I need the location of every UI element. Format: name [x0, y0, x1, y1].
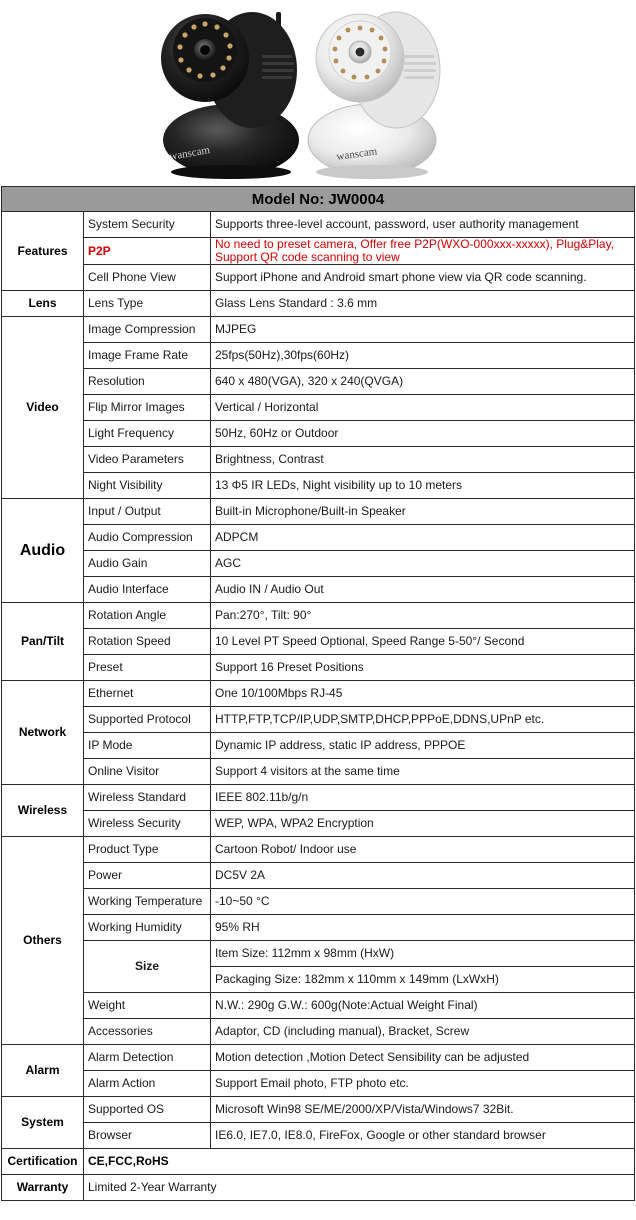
category-pan-tilt: Pan/Tilt	[2, 603, 84, 681]
spec-label-alarm-detection: Alarm Detection	[84, 1045, 211, 1071]
spec-label-supported-os: Supported OS	[84, 1097, 211, 1123]
spec-value-wireless-security: WEP, WPA, WPA2 Encryption	[211, 811, 635, 837]
spec-value-supported-protocol: HTTP,FTP,TCP/IP,UDP,SMTP,DHCP,PPPoE,DDNS,UPnP etc.	[211, 707, 635, 733]
spec-value-input-output: Built-in Microphone/Built-in Speaker	[211, 499, 635, 525]
category-certification-value: CE,FCC,RoHS	[84, 1149, 635, 1175]
spec-row	[2, 1045, 635, 1071]
spec-value-light-frequency: 50Hz, 60Hz or Outdoor	[211, 421, 635, 447]
category-warranty-value: Limited 2-Year Warranty	[84, 1175, 635, 1201]
spec-label-p2p: P2P	[84, 238, 211, 265]
spec-row	[2, 889, 635, 915]
spec-label-night-visibility: Night Visibility	[84, 473, 211, 499]
spec-value-online-visitor: Support 4 visitors at the same time	[211, 759, 635, 785]
spec-value-p2p: No need to preset camera, Offer free P2P(WXO-000xxx-xxxxx), Plug&Play, Support QR code scanning to view	[211, 238, 635, 265]
spec-value-size: Item Size: 112mm x 98mm (HxW)	[211, 941, 635, 967]
spec-row	[2, 291, 635, 317]
spec-label-online-visitor: Online Visitor	[84, 759, 211, 785]
spec-label-preset: Preset	[84, 655, 211, 681]
spec-value-ip-mode: Dynamic IP address, static IP address, PPPOE	[211, 733, 635, 759]
category-video: Video	[2, 317, 84, 499]
spec-value-rotation-speed: 10 Level PT Speed Optional, Speed Range 5-50°/ Second	[211, 629, 635, 655]
spec-value-supported-os: Microsoft Win98 SE/ME/2000/XP/Vista/Windows7 32Bit.	[211, 1097, 635, 1123]
spec-row	[2, 473, 635, 499]
spec-value-flip-mirror-images: Vertical / Horizontal	[211, 395, 635, 421]
spec-value-power: DC5V 2A	[211, 863, 635, 889]
spec-row	[2, 499, 635, 525]
spec-row	[2, 395, 635, 421]
black-camera	[161, 12, 299, 179]
spec-value-night-visibility: 13 Φ5 IR LEDs, Night visibility up to 10 meters	[211, 473, 635, 499]
category-others: Others	[2, 837, 84, 1045]
spec-row	[2, 369, 635, 395]
spec-row	[2, 915, 635, 941]
spec-row	[2, 837, 635, 863]
spec-label-light-frequency: Light Frequency	[84, 421, 211, 447]
spec-row	[2, 785, 635, 811]
spec-value-alarm-detection: Motion detection ,Motion Detect Sensibility can be adjusted	[211, 1045, 635, 1071]
spec-label-audio-gain: Audio Gain	[84, 551, 211, 577]
spec-value-working-humidity: 95% RH	[211, 915, 635, 941]
spec-label-supported-protocol: Supported Protocol	[84, 707, 211, 733]
spec-row	[2, 811, 635, 837]
spec-label-rotation-speed: Rotation Speed	[84, 629, 211, 655]
spec-label-working-temperature: Working Temperature	[84, 889, 211, 915]
spec-value-audio-interface: Audio IN / Audio Out	[211, 577, 635, 603]
brand-label-black: wanscam	[168, 144, 211, 163]
white-camera	[308, 12, 440, 179]
spec-label-audio-interface: Audio Interface	[84, 577, 211, 603]
spec-label-wireless-security: Wireless Security	[84, 811, 211, 837]
spec-label-image-compression: Image Compression	[84, 317, 211, 343]
spec-row	[2, 577, 635, 603]
spec-row	[2, 941, 635, 967]
spec-label-alarm-action: Alarm Action	[84, 1071, 211, 1097]
spec-row	[2, 421, 635, 447]
spec-row	[2, 317, 635, 343]
product-photo	[0, 0, 636, 186]
spec-label-ip-mode: IP Mode	[84, 733, 211, 759]
spec-value-video-parameters: Brightness, Contrast	[211, 447, 635, 473]
model-title: Model No: JW0004	[2, 187, 635, 212]
category-lens: Lens	[2, 291, 84, 317]
category-audio: Audio	[2, 499, 84, 603]
spec-row	[2, 733, 635, 759]
spec-row	[2, 447, 635, 473]
spec-value-ethernet: One 10/100Mbps RJ-45	[211, 681, 635, 707]
spec-row	[2, 1175, 635, 1201]
spec-value-rotation-angle: Pan:270°, Tilt: 90°	[211, 603, 635, 629]
spec-row	[2, 707, 635, 733]
spec-label-cell-phone-view: Cell Phone View	[84, 265, 211, 291]
spec-row	[2, 525, 635, 551]
spec-label-resolution: Resolution	[84, 369, 211, 395]
title-row	[2, 187, 635, 212]
brand-label-white: wanscam	[335, 145, 378, 163]
spec-value-working-temperature: -10~50 °C	[211, 889, 635, 915]
spec-label-video-parameters: Video Parameters	[84, 447, 211, 473]
spec-label-flip-mirror-images: Flip Mirror Images	[84, 395, 211, 421]
category-system: System	[2, 1097, 84, 1149]
spec-value-image-frame-rate: 25fps(50Hz),30fps(60Hz)	[211, 343, 635, 369]
spec-value-product-type: Cartoon Robot/ Indoor use	[211, 837, 635, 863]
spec-table-body	[2, 187, 635, 1201]
spec-row	[2, 993, 635, 1019]
spec-label-working-humidity: Working Humidity	[84, 915, 211, 941]
spec-row	[2, 1123, 635, 1149]
spec-label-input-output: Input / Output	[84, 499, 211, 525]
spec-value-audio-compression: ADPCM	[211, 525, 635, 551]
spec-value-accessories: Adaptor, CD (including manual), Bracket, Screw	[211, 1019, 635, 1045]
spec-row	[2, 759, 635, 785]
spec-value-size-packaging: Packaging Size: 182mm x 110mm x 149mm (LxWxH)	[211, 967, 635, 993]
spec-label-wireless-standard: Wireless Standard	[84, 785, 211, 811]
spec-value-alarm-action: Support Email photo, FTP photo etc.	[211, 1071, 635, 1097]
spec-value-weight: N.W.: 290g G.W.: 600g(Note:Actual Weight Final)	[211, 993, 635, 1019]
spec-row	[2, 863, 635, 889]
spec-label-audio-compression: Audio Compression	[84, 525, 211, 551]
spec-value-audio-gain: AGC	[211, 551, 635, 577]
spec-row	[2, 212, 635, 238]
spec-row	[2, 681, 635, 707]
spec-row	[2, 343, 635, 369]
spec-label-rotation-angle: Rotation Angle	[84, 603, 211, 629]
category-warranty: Warranty	[2, 1175, 84, 1201]
spec-label-power: Power	[84, 863, 211, 889]
spec-row	[2, 629, 635, 655]
spec-label-ethernet: Ethernet	[84, 681, 211, 707]
spec-row	[2, 1019, 635, 1045]
spec-label-system-security: System Security	[84, 212, 211, 238]
spec-label-product-type: Product Type	[84, 837, 211, 863]
spec-label-weight: Weight	[84, 993, 211, 1019]
spec-row	[2, 603, 635, 629]
spec-value-wireless-standard: IEEE 802.11b/g/n	[211, 785, 635, 811]
spec-label-accessories: Accessories	[84, 1019, 211, 1045]
camera-photo-illustration	[0, 0, 636, 186]
category-alarm: Alarm	[2, 1045, 84, 1097]
spec-label-image-frame-rate: Image Frame Rate	[84, 343, 211, 369]
spec-label-lens-type: Lens Type	[84, 291, 211, 317]
category-certification: Certification	[2, 1149, 84, 1175]
spec-value-lens-type: Glass Lens Standard : 3.6 mm	[211, 291, 635, 317]
spec-row	[2, 265, 635, 291]
spec-label-browser: Browser	[84, 1123, 211, 1149]
category-features: Features	[2, 212, 84, 291]
spec-value-cell-phone-view: Support iPhone and Android smart phone view via QR code scanning.	[211, 265, 635, 291]
spec-value-image-compression: MJPEG	[211, 317, 635, 343]
spec-value-preset: Support 16 Preset Positions	[211, 655, 635, 681]
spec-row	[2, 1097, 635, 1123]
spec-row	[2, 655, 635, 681]
spec-row	[2, 238, 635, 265]
category-wireless: Wireless	[2, 785, 84, 837]
spec-table	[1, 186, 635, 1201]
spec-row	[2, 1071, 635, 1097]
category-network: Network	[2, 681, 84, 785]
spec-value-system-security: Supports three-level account, password, user authority management	[211, 212, 635, 238]
spec-value-resolution: 640 x 480(VGA), 320 x 240(QVGA)	[211, 369, 635, 395]
spec-row	[2, 551, 635, 577]
spec-label-size: Size	[84, 941, 211, 993]
spec-row	[2, 1149, 635, 1175]
spec-value-browser: IE6.0, IE7.0, IE8.0, FireFox, Google or other standard browser	[211, 1123, 635, 1149]
